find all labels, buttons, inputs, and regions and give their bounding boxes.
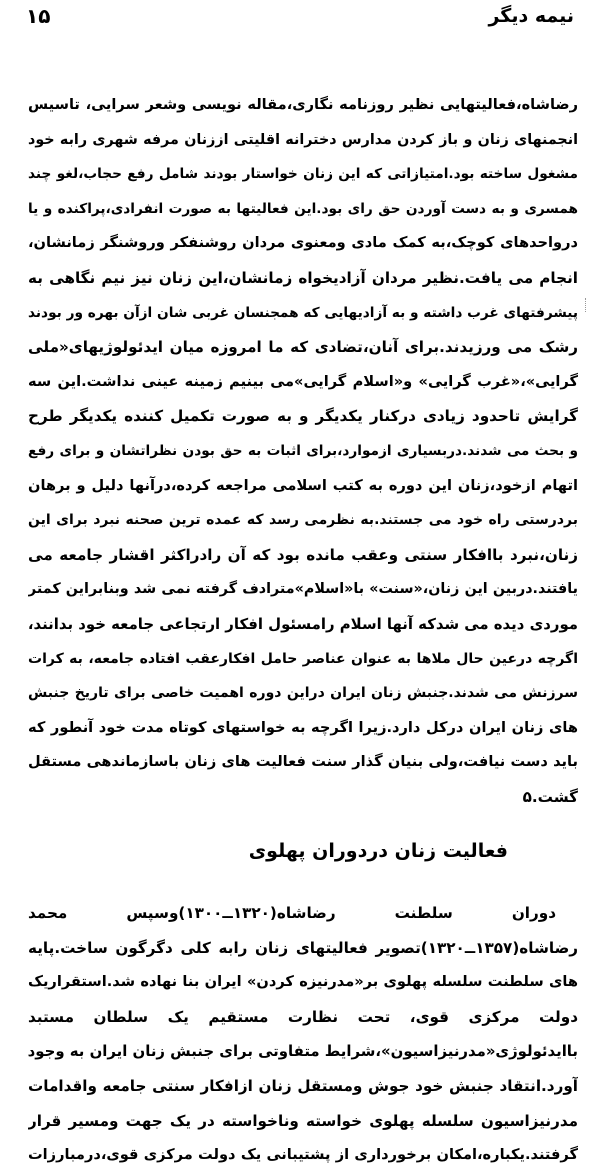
text-line: های زنان ایران درکل دارد.زیرا اگرچه به خواستهای کوتاه مدت خود آنطور که	[28, 718, 578, 736]
text-line: مدرنیزاسیون سلسله پهلوی خواسته وناخواسته در یک جهت ومسیر قرار	[28, 1111, 578, 1130]
text-line: های سلطنت سلسله پهلوی بر«مدرنیزه کردن» ایران بنا نهاده شد.استقراریک	[28, 973, 578, 991]
text-line: اگرچه درعین حال ملاها به عنوان عناصر حامل افکارعقب افتاده جامعه، به کرات	[28, 650, 578, 667]
text-line: همسری و به دست آوردن حق رای بود.این فعالیتها به صورت انفرادی،پراکنده و یا	[28, 200, 578, 217]
text-line: انجام می یافت.نظیر مردان آزادیخواه زمانشان،این زنان نیز نیم نگاهی به	[28, 268, 578, 287]
text-line: اتهام ازخود،زنان این دوره به کتب اسلامی مراجعه کرده،درآنها دلیل و برهان	[28, 476, 578, 494]
text-line: بردرستی راه خود می جستند.به نظرمی رسد که عمده ترین صحنه نبرد برای این	[28, 512, 578, 529]
text-line: یافتند.دربین این زنان،«سنت» با«اسلام»مترادف گرفته نمی شد وبنابراین کمتر	[28, 581, 578, 598]
text-line: باایدئولوژی«مدرنیزاسیون»،شرایط متفاوتی برای جنبش زنان ایران به وجود	[28, 1042, 578, 1061]
text-line: و بحث می شدند.دربسیاری ازموارد،برای اثبات به حق بودن نظراتشان و برای رفع	[28, 442, 578, 459]
text-line: گرفتند.یکباره،امکان برخورداری از پشتیبانی یک دولت مرکزی قوی،درمبارزات	[28, 1146, 578, 1164]
text-line: رضاشاه،فعالیتهایی نظیر روزنامه نگاری،مقاله نویسی وشعر سرایی، تاسیس	[28, 96, 578, 113]
text-line: باید دست نیافت،ولی بنیان گذار سنت فعالیت های زنان باسازماندهی مستقل	[28, 753, 578, 771]
text-line: درواحدهای کوچک،به کمک مادی ومعنوی مردان روشنفکر وروشنگر زمانشان،	[28, 234, 578, 252]
scan-speck	[585, 298, 596, 312]
text-line: پیشرفتهای غرب داشته و به آزادیهایی که همجنسان غربی شان ازآن بهره ور بودند	[28, 304, 578, 321]
text-line: دوران سلطنت رضاشاه(۱۳۲۰ــ۱۳۰۰)وسپس محمد	[28, 904, 556, 922]
text-line-footnote: گشت.۵	[522, 787, 578, 806]
text-line: گرایش تاحدود زیادی درکنار یکدیگر و به صورت تکمیل کننده یکدیگر طرح	[28, 407, 578, 426]
text-line: آورد.انتقاد جنبش خود جوش ومستقل زنان ازافکار سنتی جامعه واقدامات	[28, 1076, 578, 1095]
text-line: رشک می ورزیدند.برای آنان،تضادی که ما امروزه میان ایدئولوژیهای«ملی	[28, 338, 578, 357]
paragraph-1	[28, 88, 578, 814]
text-line: انجمنهای زنان و باز کردن مدارس دخترانه اقلیتی اززنان مرفه شهری رابه خود	[28, 131, 578, 148]
text-line: سرزنش می شدند.جنبش زنان ایران دراین دوره اهمیت خاصی برای تاریخ جنبش	[28, 685, 578, 702]
text-line: گرایی»،«غرب گرایی» و«اسلام گرایی»می بینیم زمینه عینی نداشت.این سه	[28, 372, 578, 390]
running-title: نیمه دیگر	[488, 5, 574, 27]
page-number: ۱۵	[26, 4, 51, 28]
section-heading: فعالیت زنان دردوران پهلوی	[248, 840, 508, 862]
text-line: موردی دیده می شدکه آنها اسلام رامسئول افکار ارتجاعی جامعه خود بدانند،	[28, 614, 578, 633]
text-line: دولت مرکزی قوی، تحت نظارت مستقیم یک سلطان مستبد	[28, 1007, 578, 1026]
text-line: زنان،نبرد باافکار سنتی وعقب مانده بود که آن رادراکثر اقشار جامعه می	[28, 545, 578, 564]
text-line: مشغول ساخته بود.امتیازاتی که این زنان خواستار بودند شامل رفع حجاب،لغو چند	[28, 166, 578, 183]
text-line: رضاشاه(۱۳۵۷ــ۱۳۲۰)تصویر فعالیتهای زنان رابه کلی دگرگون ساخت.پایه	[28, 938, 578, 957]
paragraph-2	[28, 896, 578, 1173]
